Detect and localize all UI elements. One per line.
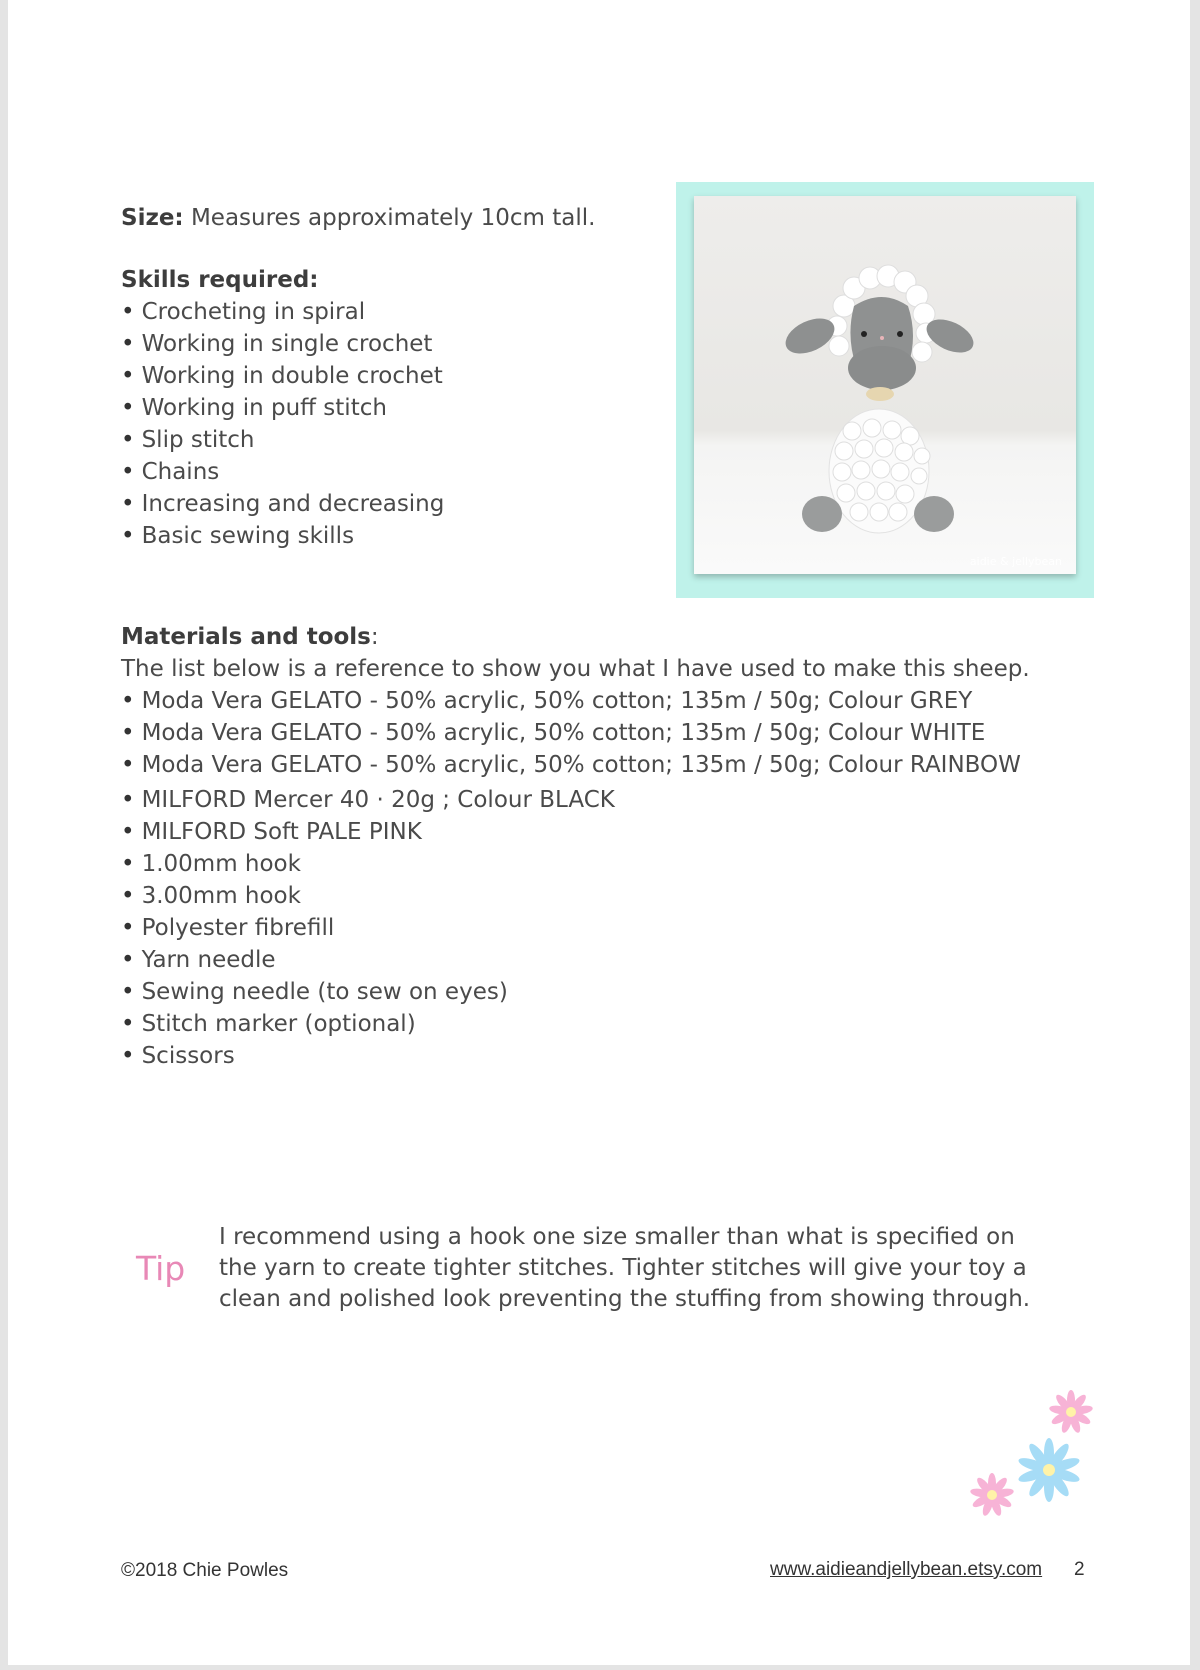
materials-list bbox=[121, 685, 1021, 1072]
skill-item: • Crocheting in spiral bbox=[121, 296, 444, 328]
material-item: • 3.00mm hook bbox=[121, 880, 1021, 912]
material-item: • MILFORD Mercer 40 · 20g ; Colour BLACK bbox=[121, 784, 1021, 816]
crochet-sheep-image bbox=[694, 196, 1076, 574]
tip-label: Tip bbox=[136, 1249, 186, 1288]
material-item: • Moda Vera GELATO - 50% acrylic, 50% cotton; 135m / 50g; Colour GREY bbox=[121, 685, 1021, 717]
size-label: Size: bbox=[121, 205, 184, 231]
skill-item: • Working in single crochet bbox=[121, 328, 444, 360]
skill-item: • Slip stitch bbox=[121, 424, 444, 456]
flowers-decoration-icon bbox=[958, 1380, 1108, 1520]
skill-item: • Increasing and decreasing bbox=[121, 488, 444, 520]
document-page bbox=[8, 0, 1190, 1665]
material-item: • Yarn needle bbox=[121, 944, 1021, 976]
skill-item: • Working in double crochet bbox=[121, 360, 444, 392]
material-item: • MILFORD Soft PALE PINK bbox=[121, 816, 1021, 848]
material-item: • Stitch marker (optional) bbox=[121, 1008, 1021, 1040]
photo-frame bbox=[676, 182, 1094, 598]
copyright: ©2018 Chie Powles bbox=[121, 1560, 289, 1581]
skill-item: • Working in puff stitch bbox=[121, 392, 444, 424]
photo-watermark: aidie & jellybean bbox=[969, 555, 1062, 568]
page-number: 2 bbox=[1074, 1559, 1085, 1580]
material-item: • Scissors bbox=[121, 1040, 1021, 1072]
tip-text: I recommend using a hook one size smaller than what is specified on the yarn to create tighter stitches. Tighter stitches will give your toy a clean and polished look preventing the stuffing from showing through. bbox=[219, 1224, 1031, 1312]
materials-heading: Materials and tools bbox=[121, 624, 371, 650]
materials-heading-line bbox=[121, 621, 379, 653]
material-item: • Moda Vera GELATO - 50% acrylic, 50% cotton; 135m / 50g; Colour WHITE bbox=[121, 717, 1021, 749]
size-text: Measures approximately 10cm tall. bbox=[183, 205, 596, 231]
materials-intro: The list below is a reference to show you what I have used to make this sheep. bbox=[121, 656, 1030, 682]
size-line bbox=[121, 202, 595, 234]
material-item: • Sewing needle (to sew on eyes) bbox=[121, 976, 1021, 1008]
skills-heading: Skills required: bbox=[121, 267, 319, 293]
skills-list bbox=[121, 296, 444, 552]
material-item: • Polyester fibrefill bbox=[121, 912, 1021, 944]
material-item: • Moda Vera GELATO - 50% acrylic, 50% cotton; 135m / 50g; Colour RAINBOW bbox=[121, 749, 1021, 781]
material-item: • 1.00mm hook bbox=[121, 848, 1021, 880]
skill-item: • Basic sewing skills bbox=[121, 520, 444, 552]
skill-item: • Chains bbox=[121, 456, 444, 488]
materials-colon: : bbox=[370, 624, 379, 650]
sheep-photo bbox=[694, 196, 1076, 574]
etsy-link[interactable]: www.aidieandjellybean.etsy.com bbox=[770, 1559, 1043, 1580]
